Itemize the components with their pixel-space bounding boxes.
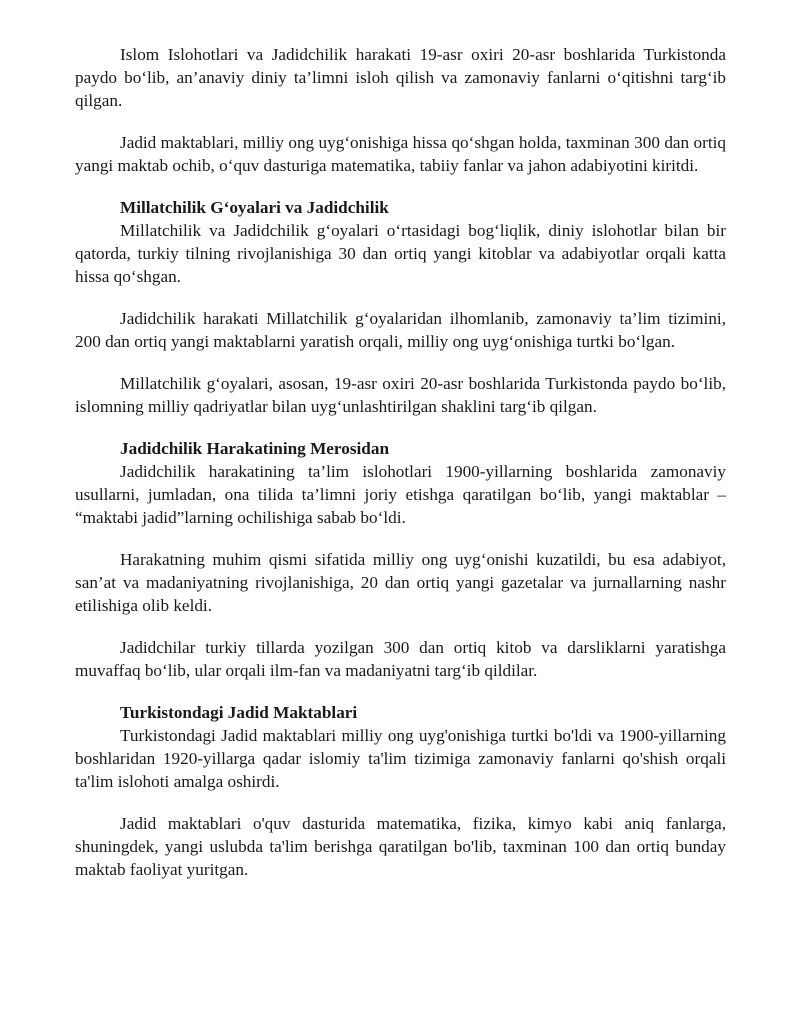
section-heading: Millatchilik G‘oyalari va Jadidchilik <box>120 198 389 217</box>
intro-paragraph-1: Islom Islohotlari va Jadidchilik harakati 19-asr oxiri 20-asr boshlarida Turkistonda paydo bo‘lib, an’anaviy diniy ta’limni isloh qilish va zamonaviy fanlarni o‘qitishni targ‘ib qilgan. <box>75 45 726 110</box>
section-heading: Turkistondagi Jadid Maktablari <box>120 703 358 722</box>
section-paragraph: Harakatning muhim qismi sifatida milliy ong uyg‘onishi kuzatildi, bu esa adabiyot, san’at va madaniyatning rivojlanishiga, 20 dan ortiq yangi gazetalar va jurnallarning nashr etilishiga olib keldi. <box>75 550 726 615</box>
intro-paragraph-2: Jadid maktablari, milliy ong uyg‘onishiga hissa qo‘shgan holda, taxminan 300 dan ortiq yangi maktab ochib, o‘quv dasturiga matematika, tabiiy fanlar va jahon adabiyotini kiritdi. <box>75 133 726 175</box>
section-paragraph: Turkistondagi Jadid maktablari milliy ong uyg'onishiga turtki bo'ldi va 1900-yillarning boshlaridan 1920-yillarga qadar islomiy ta'lim tizimiga zamonaviy fanlarni qo'shish orqali ta'lim islohoti amalga oshirdi. <box>75 726 726 791</box>
section-paragraph: Jadidchilar turkiy tillarda yozilgan 300 dan ortiq kitob va darsliklarni yaratishga muvaffaq bo‘lib, ular orqali ilm-fan va madaniyatni targ‘ib qildilar. <box>75 638 726 680</box>
section-paragraph: Millatchilik va Jadidchilik g‘oyalari o‘rtasidagi bog‘liqlik, diniy islohotlar bilan bir qatorda, turkiy tilning rivojlanishiga 30 dan ortiq yangi kitoblar va adabiyotlar orqali katta hissa qo‘shgan. <box>75 221 726 286</box>
section-paragraph: Jadid maktablari o'quv dasturida matematika, fizika, kimyo kabi aniq fanlarga, shuningdek, yangi uslubda ta'lim berishga qaratilgan bo'lib, taxminan 100 dan ortiq bunday maktab faoliyat yuritgan. <box>75 814 726 879</box>
section-millatchilik <box>75 196 726 418</box>
section-meros <box>75 437 726 682</box>
section-paragraph: Jadidchilik harakatining ta’lim islohotlari 1900-yillarning boshlarida zamonaviy usullarni, jumladan, ona tilida ta’limni joriy etishga qaratilgan bo‘lib, yangi maktablar – “maktabi jadid”larning ochilishiga sabab bo‘ldi. <box>75 462 726 527</box>
section-maktablar <box>75 701 726 881</box>
section-paragraph: Jadidchilik harakati Millatchilik g‘oyalaridan ilhomlanib, zamonaviy ta’lim tizimini, 200 dan ortiq yangi maktablarni yaratish orqali, milliy ong uyg‘onishiga turtki bo‘lgan. <box>75 309 726 351</box>
section-paragraph: Millatchilik g‘oyalari, asosan, 19-asr oxiri 20-asr boshlarida Turkistonda paydo bo‘lib, islomning milliy qadriyatlar bilan uyg‘unlashtirilgan shaklini targ‘ib qilgan. <box>75 374 726 416</box>
document-page <box>75 43 726 900</box>
section-heading: Jadidchilik Harakatining Merosidan <box>120 439 390 458</box>
